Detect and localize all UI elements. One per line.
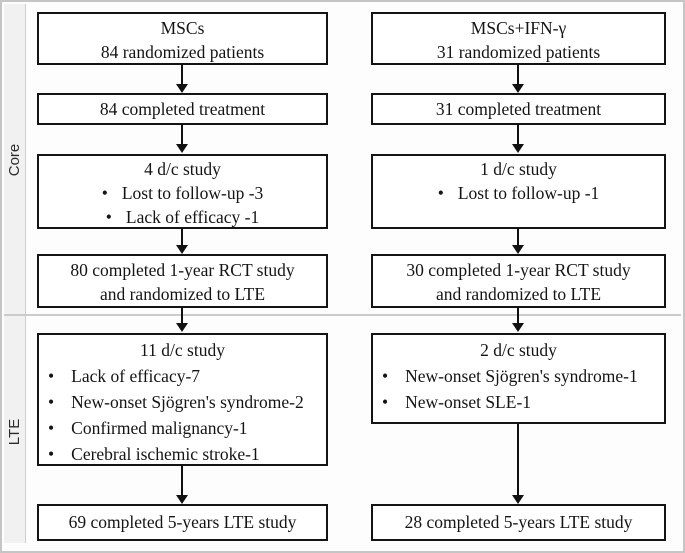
dc-reason-row: [39, 441, 326, 467]
dc-reason-row: [39, 389, 326, 415]
completed-rct-line: and randomized to LTE: [435, 284, 602, 304]
box-ifn-core-discontinued: [371, 154, 666, 229]
dc-reason-row: [39, 205, 326, 229]
dc-reason: Lack of efficacy-7: [71, 366, 201, 386]
arrow-head-icon: [176, 495, 188, 504]
dc-reason-row: [39, 363, 326, 389]
box-ifn-completed-rct: [371, 254, 666, 308]
flow-arrow: [512, 424, 525, 504]
arrow-shaft: [517, 125, 519, 146]
dc-reason: Lost to follow-up -1: [457, 183, 600, 203]
arm-title: MSCs: [160, 18, 205, 38]
box-msc-lte-discontinued: [37, 333, 328, 466]
box-msc-completed-rct: [37, 254, 328, 308]
completed-rct-line: 30 completed 1-year RCT study: [406, 260, 631, 280]
arrow-head-icon: [512, 495, 524, 504]
dc-reason: New-onset Sjögren's syndrome-2: [71, 392, 304, 412]
dc-reason: Lost to follow-up -3: [121, 183, 264, 203]
dc-reason: Cerebral ischemic stroke-1: [71, 444, 260, 464]
dc-title: 4 d/c study: [144, 159, 221, 179]
dc-reason-row: [39, 415, 326, 441]
bullet-icon: [48, 389, 54, 415]
flow-arrow: [176, 308, 189, 332]
completed-rct-line: 80 completed 1-year RCT study: [70, 260, 295, 280]
arrow-head-icon: [176, 144, 188, 153]
flow-arrow: [512, 65, 525, 93]
bullet-icon: [438, 181, 444, 205]
arrow-head-icon: [512, 323, 524, 332]
arrow-head-icon: [176, 84, 188, 93]
randomized-count: 31 randomized patients: [436, 42, 601, 62]
arrow-shaft: [181, 125, 183, 146]
bullet-icon: [48, 415, 54, 441]
section-label-core: Core: [6, 143, 23, 177]
arrow-head-icon: [512, 144, 524, 153]
box-msc-core-discontinued: [37, 154, 328, 229]
randomized-count: 84 randomized patients: [100, 42, 265, 62]
flow-arrow: [512, 125, 525, 153]
flow-arrow: [512, 308, 525, 332]
dc-reason-row: [373, 181, 664, 205]
flow-arrow: [176, 466, 189, 504]
bullet-icon: [102, 181, 108, 205]
dc-reason-row: [373, 363, 664, 389]
box-msc-randomized: [37, 12, 328, 65]
box-msc-completed-lte: 69 completed 5-years LTE study: [37, 504, 328, 541]
box-ifn-lte-discontinued: [371, 333, 666, 424]
arrow-head-icon: [176, 323, 188, 332]
core-lte-divider: [4, 314, 681, 316]
box-ifn-randomized: [371, 12, 666, 65]
flow-arrow: [176, 125, 189, 153]
bullet-icon: [48, 363, 54, 389]
arrow-shaft: [517, 424, 519, 497]
bullet-icon: [382, 363, 388, 389]
flow-arrow: [176, 229, 189, 254]
dc-title: 1 d/c study: [480, 159, 557, 179]
box-msc-completed-treatment: 84 completed treatment: [37, 93, 328, 125]
section-label-lte: LTE: [6, 418, 23, 446]
bullet-icon: [48, 441, 54, 467]
arrow-head-icon: [512, 84, 524, 93]
arm-title: MSCs+IFN-γ: [470, 18, 567, 38]
dc-reason-row: [39, 181, 326, 205]
dc-reason: Confirmed malignancy-1: [71, 418, 248, 438]
box-ifn-completed-treatment: 31 completed treatment: [371, 93, 666, 125]
arrow-shaft: [181, 65, 183, 86]
dc-title: 11 d/c study: [140, 340, 225, 360]
completed-rct-line: and randomized to LTE: [99, 284, 266, 304]
arrow-head-icon: [512, 245, 524, 254]
dc-reason: New-onset Sjögren's syndrome-1: [405, 366, 638, 386]
dc-reason: Lack of efficacy -1: [125, 207, 260, 227]
dc-reason: New-onset SLE-1: [405, 392, 532, 412]
arrow-head-icon: [176, 245, 188, 254]
bullet-icon: [106, 205, 112, 229]
flow-arrow: [176, 65, 189, 93]
dc-title: 2 d/c study: [480, 340, 557, 360]
arrow-shaft: [517, 65, 519, 86]
bullet-icon: [382, 389, 388, 415]
dc-reason-row: [373, 389, 664, 415]
arrow-shaft: [181, 466, 183, 497]
box-ifn-completed-lte: 28 completed 5-years LTE study: [371, 504, 666, 541]
flow-arrow: [512, 229, 525, 254]
